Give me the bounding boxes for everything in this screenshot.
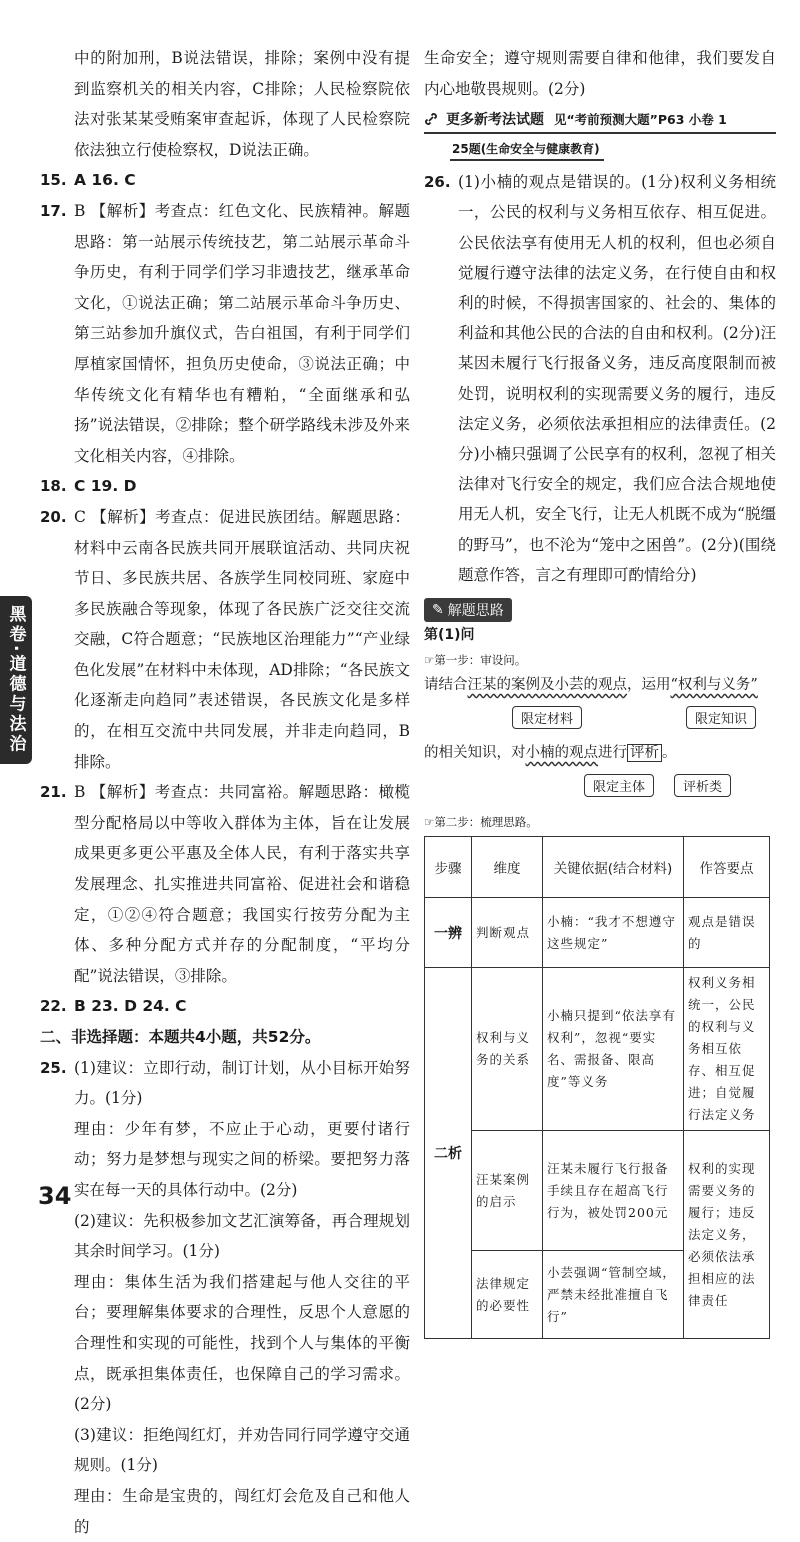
table-row: 法律规定的必要性 小芸强调“管制空域，严禁未经批准擅自飞行” [425,1251,770,1339]
task-analysis: 请结合汪某的案例及小芸的观点，运用“权利与义务” 限定材料 限定知识 的相关知识，对小楠的观点进行 评析 。 限定主体 评析类 [424,677,758,796]
callout-subject: 限定主体 [584,774,654,797]
table-row: 一辨 判断观点 小楠：“我才不想遵守这些规定” 观点是错误的 [425,898,770,968]
intro-text: 中的附加刑，B说法错误，排除；案例中没有提到监察机关的相关内容，C排除；人民检察院依法对张某某受贿案审查起诉，体现了人民检察院依法独立行使检察权，D说法正确。 [74,49,410,159]
page-number: 34 [38,1182,72,1210]
link-icon [424,112,438,126]
answer-20: 20. C 【解析】考查点：促进民族团结。解题思路：材料中云南各民族共同开展联谊活动、共同庆祝节日、多民族共居、各族学生同校同班、家庭中多民族融合等现象，体现了各民族广泛交往交流交融，C符合题意；“民族地区治理能力”“产业绿色化发展”在材料中未体现，AD排除；“各民族文化逐渐走向趋同”表述错误，各民族文化是多样的，在相互交流中共同发展，并非走向趋同，B排除。 [40,507,410,771]
pointing-hand-icon: ☞ [424,653,435,668]
callout-type: 评析类 [674,774,731,797]
answer-15: 15. A 16. C [40,171,136,190]
answer-22: 22. B 23. D 24. C [40,997,187,1016]
answer-18: 18. C 19. D [40,477,137,496]
table-row: 二析 权利与义务的关系 小楠只提到“依法享有权利”，忽视“要实名、需报备、限高度”等义务 权利义务相统一，公民的权利与义务相互依存、相互促进；自觉履行法定义务 [425,968,770,1131]
pointing-hand-icon: ☞ [424,815,435,830]
callout-knowledge: 限定知识 [686,706,756,729]
table-row: 汪某案例的启示 汪某未履行飞行报备手续且存在超高飞行行为，被处罚200元 权利的实现需要义务的履行；违反法定义务，必须依法承担相应的法律责任 [425,1131,770,1251]
more-questions-sub: 25题(生命安全与健康教育) [450,140,604,161]
solution-badge: ✎ 解题思路 [424,598,512,622]
answer-21: 21. B 【解析】考查点：共同富裕。解题思路：橄榄型分配格局以中等收入群体为主体，旨在让发展成果更多更公平惠及全体人民，有利于落实共享发展理念、扎实推进共同富裕、促进社会和谐稳定，①②④符合题意；我国实行按劳分配为主体、多种分配方式并存的分配制度，“平均分配”说法错误，③排除。 [40,783,410,985]
answer-25: 25. (1)建议：立即行动，制订计划，从小目标开始努力。(1分) 理由：少年有梦，不应止于心动，更要付诸行动；努力是梦想与现实之间的桥梁。要把努力落实在每一天的具体行动中。(2分) (2)建议：先积极参加文艺汇演筹备，再合理规划其余时间学习。(1分) 理由：集体生活为我们搭建起与他人交往的平台；要理解集体要求的合理性，反思个人意愿的合理性和实现的可能性，找到个人与集体的平衡点，既承担集体责任，也保障自己的学习需求。(2分) (3)建议：拒绝闯红灯，并劝告同行同学遵守交通规则。(1分) 理由：生命是宝贵的，闯红灯会危及自己和他人的 [40,1058,410,1536]
step-1: ☞第一步：审设问。 [424,653,527,668]
section-heading: 二、非选择题：本题共4小题，共52分。 [40,1028,321,1046]
analysis-table [424,836,770,1339]
more-questions-banner: 更多新考法试题 见“考前预测大题”P63 小卷 1 [424,110,776,134]
edit-icon: ✎ [432,602,444,619]
subject-sidebar-tab: 黑卷·道德与法治 [0,596,32,764]
sub-question: 第(1)问 [424,627,475,644]
answer-17: 17. B 【解析】考查点：红色文化、民族精神。解题思路：第一站展示传统技艺，第二站展示革命斗争历史，有利于同学们学习非遗技艺，继承革命文化，①说法正确；第二站展示革命斗争历史、第三站参加升旗仪式，告白祖国，有利于同学们厚植家国情怀，担负历史使命，③说法正确；中华传统文化有精华也有糟粕，“全面继承和弘扬”说法错误，②排除；整个研学路线未涉及外来文化相关内容，④排除。 [40,201,410,465]
step-2: ☞第二步：梳理思路。 [424,815,538,830]
left-column [40,0,410,1542]
callout-material: 限定材料 [512,706,582,729]
table-header-row: 步骤 维度 关键依据(结合材料) 作答要点 [425,837,770,898]
right-column [424,0,776,1339]
continued-text: 生命安全；遵守规则需要自律和他律，我们要发自内心地敬畏规则。(2分) [424,49,776,98]
answer-26: 26. (1)小楠的观点是错误的。(1分)权利义务相统一，公民的权利与义务相互依存、相互促进。公民依法享有使用无人机的权利，但也必须自觉履行遵守法律的法定义务，在行使自由和权利的时候，不得损害国家的、社会的、集体的利益和其他公民的合法的自由和权利。(2分)汪某因未履行飞行报备义务，违反高度限制而被处罚，说明权利的实现需要义务的履行，违反法定义务，必须依法承担相应的法律责任。(2分)小楠只强调了公民享有的权利，忽视了相关法律对飞行安全的规定，我们应合法合规地使用无人机，安全飞行，让无人机既不成为“脱缰的野马”，也不沦为“笼中之困兽”。(2分)(围绕题意作答，言之有理即可酌情给分) [424,173,776,584]
